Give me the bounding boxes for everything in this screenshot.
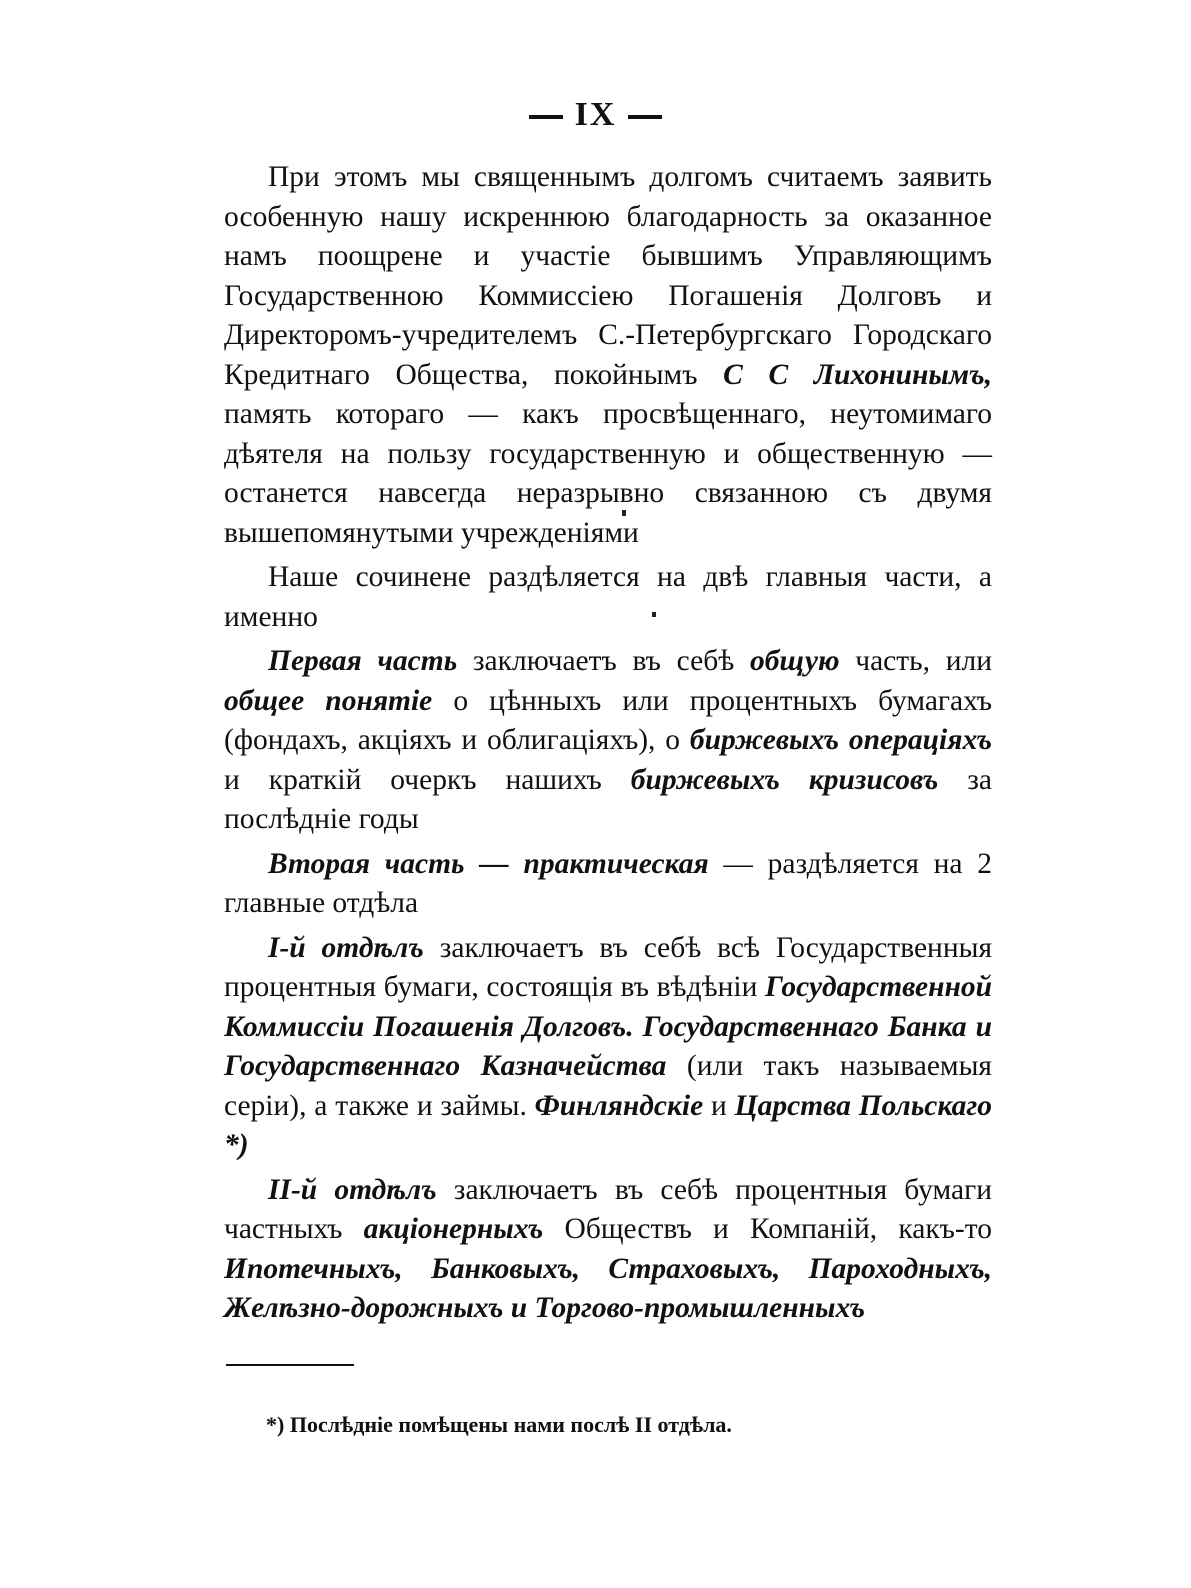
paragraph-4 [224, 845, 992, 924]
folio-dash-left [529, 115, 563, 119]
text-segment: Наше сочинене раздѣляется на двѣ главныя части, а именно [224, 561, 992, 633]
text-segment: При этомъ мы священнымъ долгомъ считаемъ заявить особенную нашу искреннюю благодарность за оказанное намъ поощрене и участіе бывшимъ Управляющимъ Государственною Коммиссіею Погашенія Долговъ и Директоромъ-учредителемъ С.-Петербургскаго Городскаго Кредитнаго Общества, покойнымъ [224, 161, 992, 391]
text-segment: — раздѣляется на 2 главные отдѣла [224, 847, 992, 919]
text-segment: память котораго — какъ просвѣщеннаго, неутомимаго дѣятеля на пользу государственную и общественную — останется навсегда неразрывно связанною съ двумя вышепомянутыми учрежденіями [224, 398, 992, 549]
page-number-text: IX [574, 96, 617, 133]
text-segment: заключаетъ въ себѣ [457, 645, 750, 677]
text-segment: и краткій очеркъ нашихъ [224, 763, 631, 796]
paragraph-3 [224, 642, 992, 840]
footnote: *) Послѣдніе помѣщены нами послѣ II отдѣла. [266, 1412, 732, 1437]
text-segment: заключаетъ въ себѣ процентныя бумаги частныхъ [224, 1173, 992, 1245]
main-text [224, 158, 992, 1334]
paragraph-5 [224, 929, 992, 1166]
text-segment: часть, или [839, 645, 992, 677]
text-segment-italic: общую [749, 645, 840, 677]
text-segment: Обществъ и Компаній, какъ-то [543, 1213, 992, 1245]
text-segment-italic: Ипотечныхъ, Банковыхъ, Страховыхъ, Пароходныхъ, Желѣзно-дорожныхъ и Торгово-промышленныхъ [224, 1252, 992, 1324]
page-number [0, 96, 1191, 134]
footnote-separator-rule [226, 1364, 354, 1366]
text-segment-italic: биржевыхъ кризисовъ [630, 763, 939, 796]
text-segment-italic: Финляндскіе [534, 1089, 704, 1122]
text-segment-italic: II-й отдѣлъ [268, 1173, 437, 1206]
text-segment-italic: Царства Польскаго *) [224, 1089, 992, 1161]
paragraph-2 [224, 558, 992, 637]
text-segment-italic: Вторая часть — практическая [268, 847, 709, 880]
text-segment-italic: акціонерныхъ [363, 1213, 544, 1245]
print-speck [652, 612, 656, 617]
text-segment-italic: Первая часть [268, 645, 458, 677]
text-segment-italic: I-й отдѣлъ [268, 931, 424, 964]
text-segment: и [703, 1089, 735, 1122]
text-segment-italic: общее понятіе [224, 684, 433, 717]
text-segment-italic: биржевыхъ операціяхъ [689, 724, 992, 756]
text-segment: за послѣдніе годы [224, 763, 992, 835]
paragraph-6 [224, 1171, 992, 1329]
text-segment: (или такъ называемыя серіи), а также и займы. [224, 1050, 992, 1122]
text-segment-italic: Государственной Коммиссіи Погашенія Долговъ. Государственнаго Банка и Государственнаго Казначейства [224, 971, 992, 1082]
print-speck [622, 510, 626, 516]
text-segment-italic: С С Лихонинымъ, [723, 358, 992, 391]
paragraph-1 [224, 158, 992, 553]
text-segment: заключаетъ въ себѣ всѣ Государственныя процентныя бумаги, состоящія въ вѣдѣніи [224, 931, 993, 1003]
text-segment: о цѣнныхъ или процентныхъ бумагахъ (фондахъ, акціяхъ и облигаціяхъ), о [224, 684, 992, 756]
folio-dash-right [628, 115, 662, 119]
